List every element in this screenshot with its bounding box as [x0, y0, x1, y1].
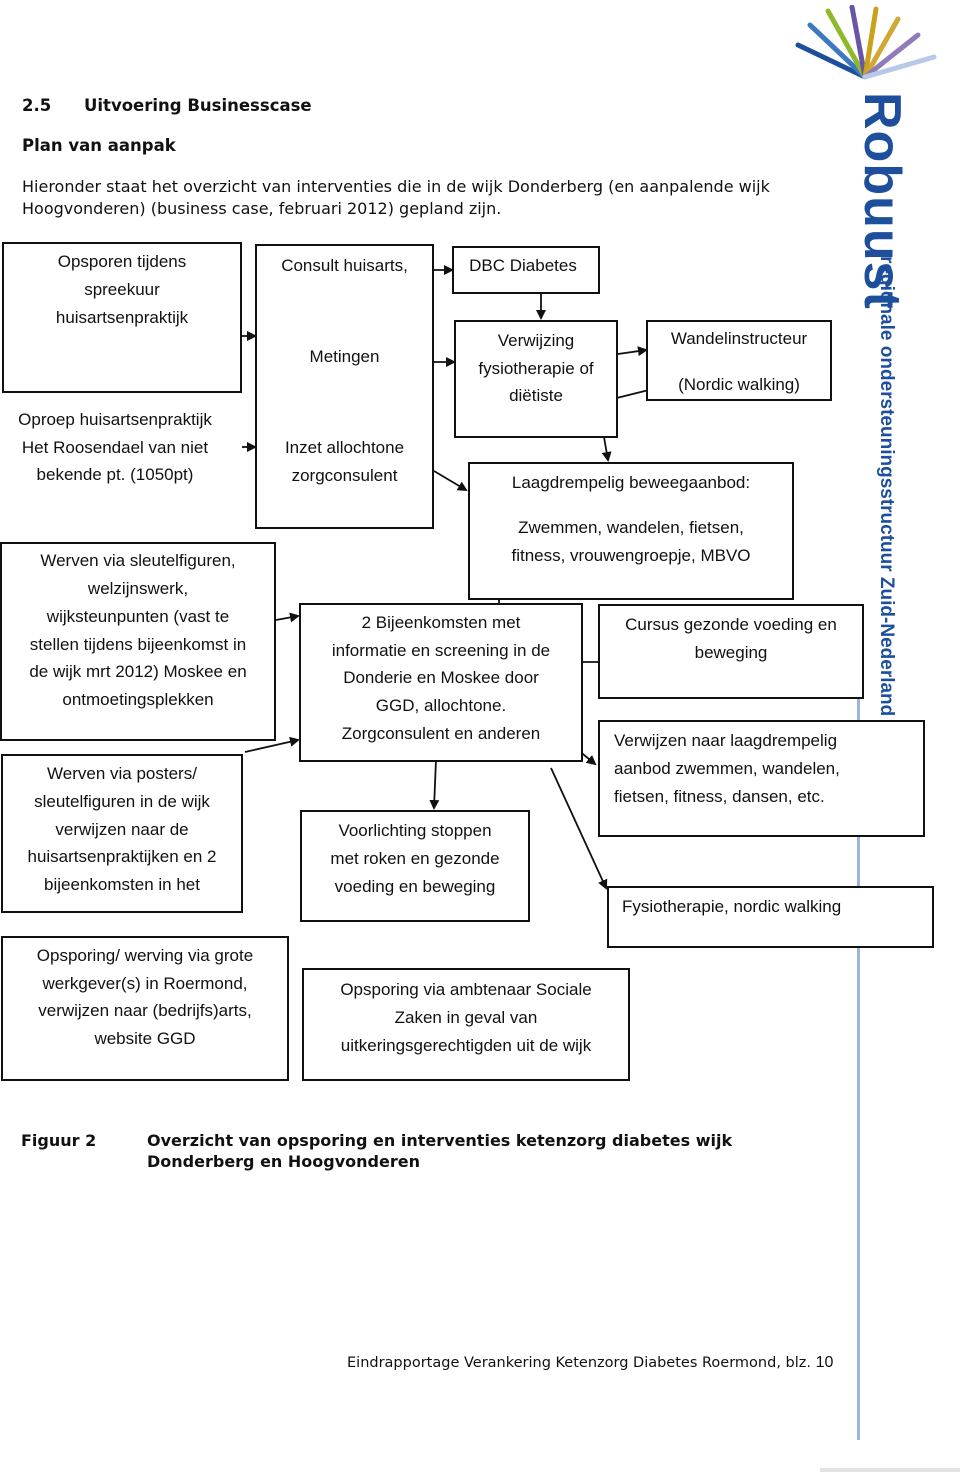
arrow-verwijzing-wandel — [618, 350, 646, 354]
logo-wordmark: Robuust — [853, 92, 911, 310]
footer-text: Eindrapportage Verankering Ketenzorg Diabetes Roermond, blz. — [347, 1355, 816, 1371]
dbc-label: DBC Diabetes — [469, 256, 577, 275]
verwijzing-line-1: Verwijzing — [497, 331, 575, 350]
cursus-line-1: Cursus gezonde voeding en — [625, 615, 837, 634]
voorlichting-line-2: met roken en gezonde — [330, 849, 500, 868]
subheading: Plan van aanpak — [22, 136, 176, 155]
page-footer — [347, 1354, 833, 1372]
werkgever-line-3: verwijzen naar (bedrijfs)arts, — [38, 1001, 252, 1020]
figure-label: Figuur 2 — [21, 1131, 97, 1150]
consult-inzet-line-1: Inzet allochtone — [284, 438, 405, 457]
consult-title: Consult huisarts, — [281, 256, 408, 275]
figure-caption-line-2: Donderberg en Hoogvonderen — [147, 1152, 420, 1171]
laagdrempelig-line-1: Laagdrempelig beweegaanbod: — [511, 473, 751, 492]
werven2-line-2: sleutelfiguren in de wijk — [34, 792, 210, 811]
bijeenkomsten-line-2: informatie en screening in de — [331, 641, 551, 660]
werven1-line-4: stellen tijdens bijeenkomst in — [29, 635, 247, 654]
werven2-line-4: huisartsenpraktijken en 2 — [27, 847, 217, 866]
opsporen-line-3: huisartsenpraktijk — [55, 308, 189, 327]
verwijzing-line-2: fysiotherapie of — [478, 359, 594, 378]
verwijzen-line-3: fietsen, fitness, dansen, etc. — [614, 787, 825, 806]
opsporen-line-2: spreekuur — [84, 280, 160, 299]
arrow-consult-laagdrempelig — [434, 471, 466, 490]
logo-tagline: regionale ondersteuningsstructuur Zuid-Nederland — [876, 256, 897, 717]
consult-metingen: Metingen — [309, 347, 380, 366]
werven1-line-1: Werven via sleutelfiguren, — [40, 551, 236, 570]
opsporen-line-1: Opsporen tijdens — [57, 252, 187, 271]
bijeenkomsten-line-1: 2 Bijeenkomsten met — [361, 613, 521, 632]
verwijzing-line-3: diëtiste — [509, 386, 563, 405]
wandel-line-1: Wandelinstructeur — [670, 329, 808, 348]
intro-line-2: Hoogvonderen) (business case, februari 2012) gepland zijn. — [22, 199, 502, 218]
section-title: Uitvoering Businesscase — [84, 96, 312, 115]
verwijzen-line-1: Verwijzen naar laagdrempelig — [614, 731, 838, 750]
verwijzen-line-2: aanbod zwemmen, wandelen, — [614, 759, 840, 778]
laagdrempelig-line-2: Zwemmen, wandelen, fietsen, — [518, 518, 744, 537]
section-number: 2.5 — [22, 96, 52, 115]
arrow-bijeenkomsten-voorlichting — [434, 760, 436, 808]
oproep-line-2: Het Roosendael van niet — [21, 438, 209, 457]
arrow-werven2-bijeenkomsten — [245, 740, 298, 752]
page-number: 10 — [815, 1354, 834, 1371]
werven2-line-3: verwijzen naar de — [55, 820, 189, 839]
bijeenkomsten-line-4: GGD, allochtone. — [375, 696, 507, 715]
ambtenaar-line-2: Zaken in geval van — [394, 1008, 538, 1027]
werkgever-line-2: werkgever(s) in Roermond, — [42, 974, 248, 993]
fysio-label: Fysiotherapie, nordic walking — [622, 897, 842, 916]
cursus-line-2: beweging — [694, 643, 768, 662]
consult-inzet-line-2: zorgconsulent — [291, 466, 398, 485]
werven1-line-6: ontmoetingsplekken — [62, 690, 214, 709]
ambtenaar-line-3: uitkeringsgerechtigden uit de wijk — [340, 1036, 592, 1055]
werkgever-line-1: Opsporing/ werving via grote — [36, 946, 254, 965]
laagdrempelig-line-3: fitness, vrouwengroepje, MBVO — [511, 546, 751, 565]
werven1-line-5: de wijk mrt 2012) Moskee en — [29, 662, 247, 681]
voorlichting-line-3: voeding en beweging — [334, 877, 496, 896]
voorlichting-line-1: Voorlichting stoppen — [338, 821, 492, 840]
arrow-werven1-bijeenkomsten — [276, 616, 298, 620]
werven1-line-2: welzijnswerk, — [87, 579, 189, 598]
bijeenkomsten-line-3: Donderie en Moskee door — [343, 668, 539, 687]
wandel-line-2: (Nordic walking) — [678, 375, 800, 394]
werkgever-line-4: website GGD — [94, 1029, 196, 1048]
oproep-line-1: Oproep huisartsenpraktijk — [18, 410, 212, 429]
figure-caption-line-1: Overzicht van opsporing en interventies ketenzorg diabetes wijk — [147, 1131, 733, 1150]
oproep-line-3: bekende pt. (1050pt) — [36, 465, 194, 484]
werven2-line-5: bijeenkomsten in het — [44, 875, 200, 894]
intro-line-1: Hieronder staat het overzicht van interventies die in de wijk Donderberg (en aanpalende wijk — [22, 177, 770, 196]
ambtenaar-line-1: Opsporing via ambtenaar Sociale — [340, 980, 592, 999]
werven2-line-1: Werven via posters/ — [47, 764, 197, 783]
werven1-line-3: wijksteunpunten (vast te — [46, 607, 230, 626]
bijeenkomsten-line-5: Zorgconsulent en anderen — [341, 724, 541, 743]
